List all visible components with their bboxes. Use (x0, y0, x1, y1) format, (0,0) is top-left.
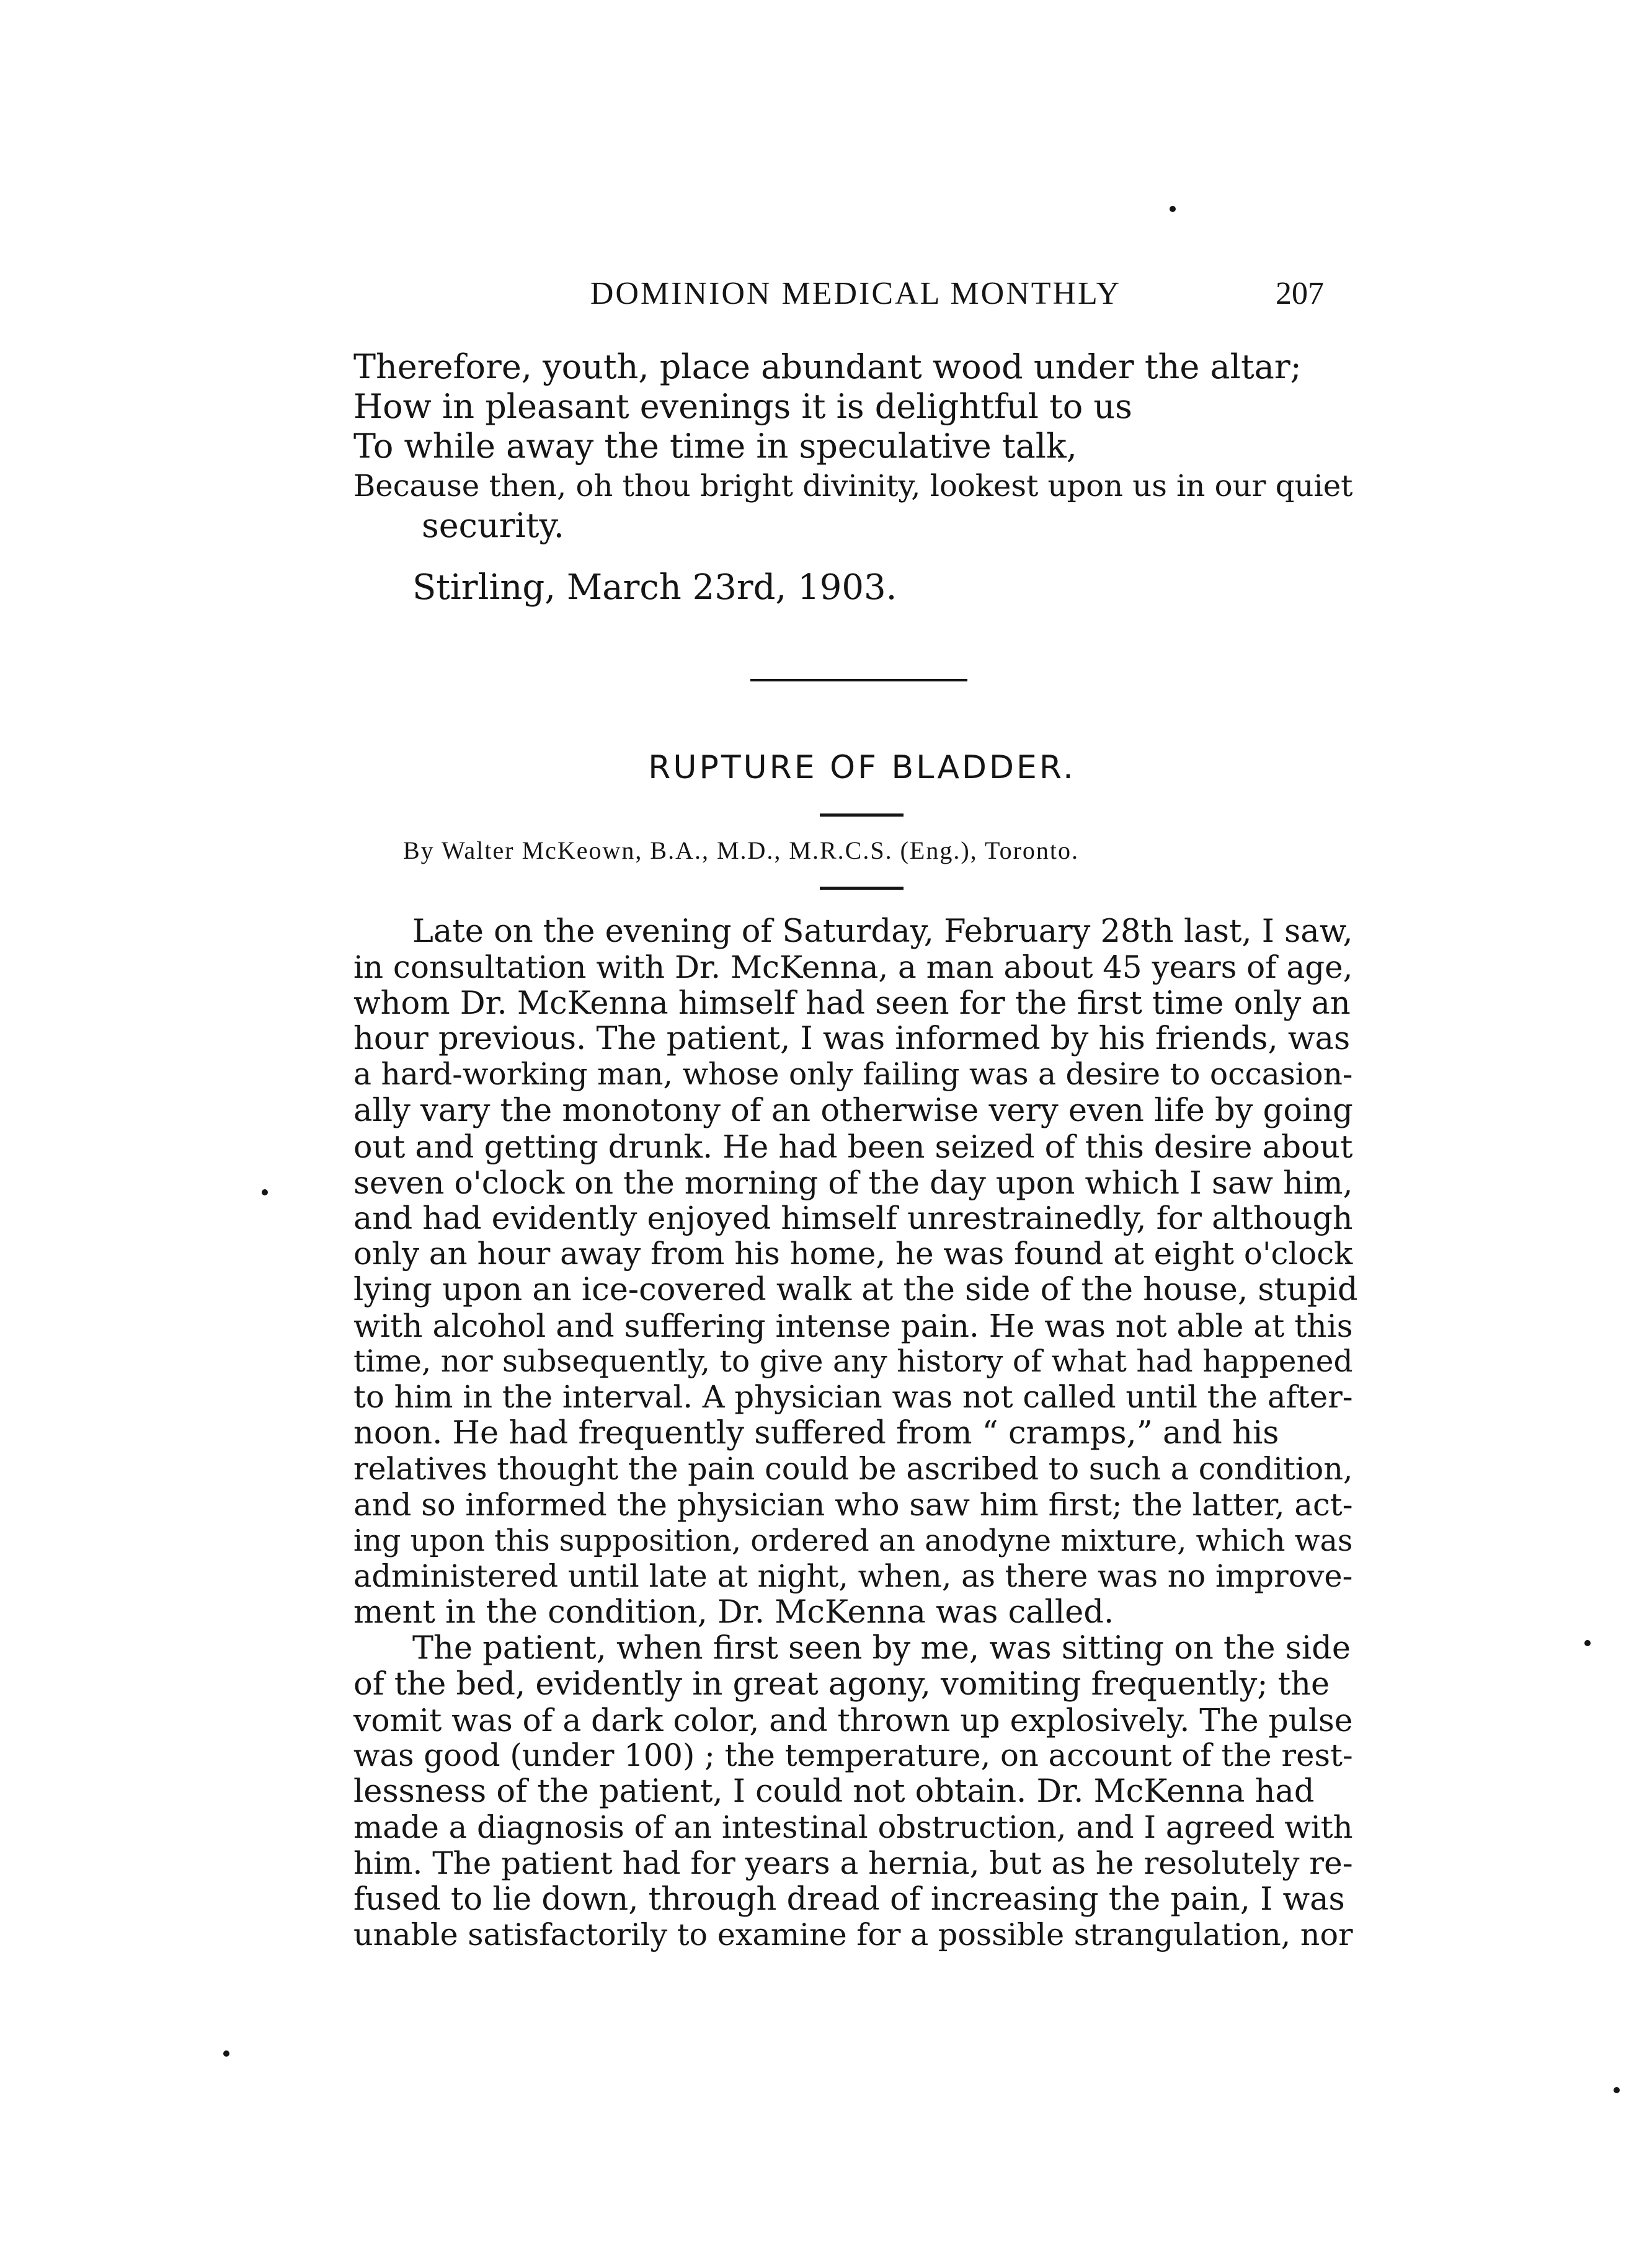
body-line: to him in the interval. A physician was not called until the after- (353, 1379, 1353, 1416)
body-line: and so informed the physician who saw him first; the latter, act- (353, 1486, 1353, 1523)
page-number: 207 (1276, 276, 1324, 311)
body-line: whom Dr. McKenna himself had seen for the first time only an (353, 985, 1351, 1022)
body-line: ing upon this supposition, ordered an anodyne mixture, which was (353, 1523, 1353, 1558)
body-line: administered until late at night, when, as there was no improve- (353, 1558, 1353, 1595)
body-line: vomit was of a dark color, and thrown up explosively. The pulse (353, 1701, 1353, 1739)
poem-line: Therefore, youth, place abundant wood under the altar; (353, 347, 1302, 386)
body-line: a hard-working man, whose only failing was a desire to occasion- (353, 1057, 1353, 1092)
article-body (353, 914, 1358, 1953)
body-line: was good (under 100) ; the temperature, on account of the rest- (353, 1737, 1353, 1774)
body-line: ally vary the monotony of an otherwise very even life by going (353, 1092, 1353, 1129)
ink-speck (223, 2050, 229, 2057)
body-line: and had evidently enjoyed himself unrestrainedly, for although (353, 1200, 1353, 1237)
body-line: only an hour away from his home, he was found at eight o'clock (353, 1236, 1353, 1272)
body-line: unable satisfactorily to examine for a possible strangulation, nor (353, 1917, 1353, 1953)
body-line: of the bed, evidently in great agony, vomiting frequently; the (353, 1665, 1330, 1703)
ink-speck (1614, 2087, 1620, 2093)
running-header-title: DOMINION MEDICAL MONTHLY (590, 276, 1122, 311)
article-byline: By Walter McKeown, B.A., M.D., M.R.C.S. (Eng.), Toronto. (403, 836, 1080, 864)
body-line: lessness of the patient, I could not obtain. Dr. McKenna had (353, 1773, 1315, 1810)
body-line: noon. He had frequently suffered from “ cramps,” and his (353, 1415, 1279, 1452)
byline-rule (820, 887, 904, 890)
body-line: him. The patient had for years a hernia, but as he resolutely re- (353, 1845, 1353, 1881)
poem-line: Because then, oh thou bright divinity, lookest upon us in our quiet (353, 469, 1353, 503)
poem-line: security. (422, 506, 564, 545)
body-line: hour previous. The patient, I was informed by his friends, was (353, 1021, 1351, 1058)
body-line: in consultation with Dr. McKenna, a man about 45 years of age, (353, 949, 1353, 985)
body-line: The patient, when first seen by me, was sitting on the side (412, 1629, 1351, 1667)
body-line: with alcohol and suffering intense pain. He was not able at this (353, 1307, 1353, 1344)
ink-speck (1170, 206, 1176, 212)
body-line: time, nor subsequently, to give any history of what had happened (353, 1344, 1353, 1379)
ink-speck (262, 1189, 268, 1195)
body-line: lying upon an ice-covered walk at the side of the house, stupid (353, 1271, 1358, 1308)
body-line: ment in the condition, Dr. McKenna was called. (353, 1594, 1114, 1631)
ink-speck (1584, 1640, 1591, 1646)
body-line: seven o'clock on the morning of the day upon which I saw him, (353, 1164, 1353, 1201)
poem-line: How in pleasant evenings it is delightful to us (353, 387, 1132, 426)
section-divider (750, 679, 967, 681)
body-line: out and getting drunk. He had been seized of this desire about (353, 1128, 1353, 1165)
article-title: RUPTURE OF BLADDER. (648, 749, 1076, 786)
title-rule (820, 813, 904, 817)
poem-excerpt (353, 347, 1358, 546)
body-line: made a diagnosis of an intestinal obstruction, and I agreed with (353, 1809, 1353, 1845)
poem-place-date: Stirling, March 23rd, 1903. (412, 567, 897, 608)
poem-line: To while away the time in speculative talk, (353, 427, 1077, 466)
body-line: fused to lie down, through dread of increasing the pain, I was (353, 1881, 1345, 1918)
body-line: relatives thought the pain could be ascribed to such a condition, (353, 1450, 1353, 1487)
body-line: Late on the evening of Saturday, February 28th last, I saw, (412, 913, 1353, 950)
